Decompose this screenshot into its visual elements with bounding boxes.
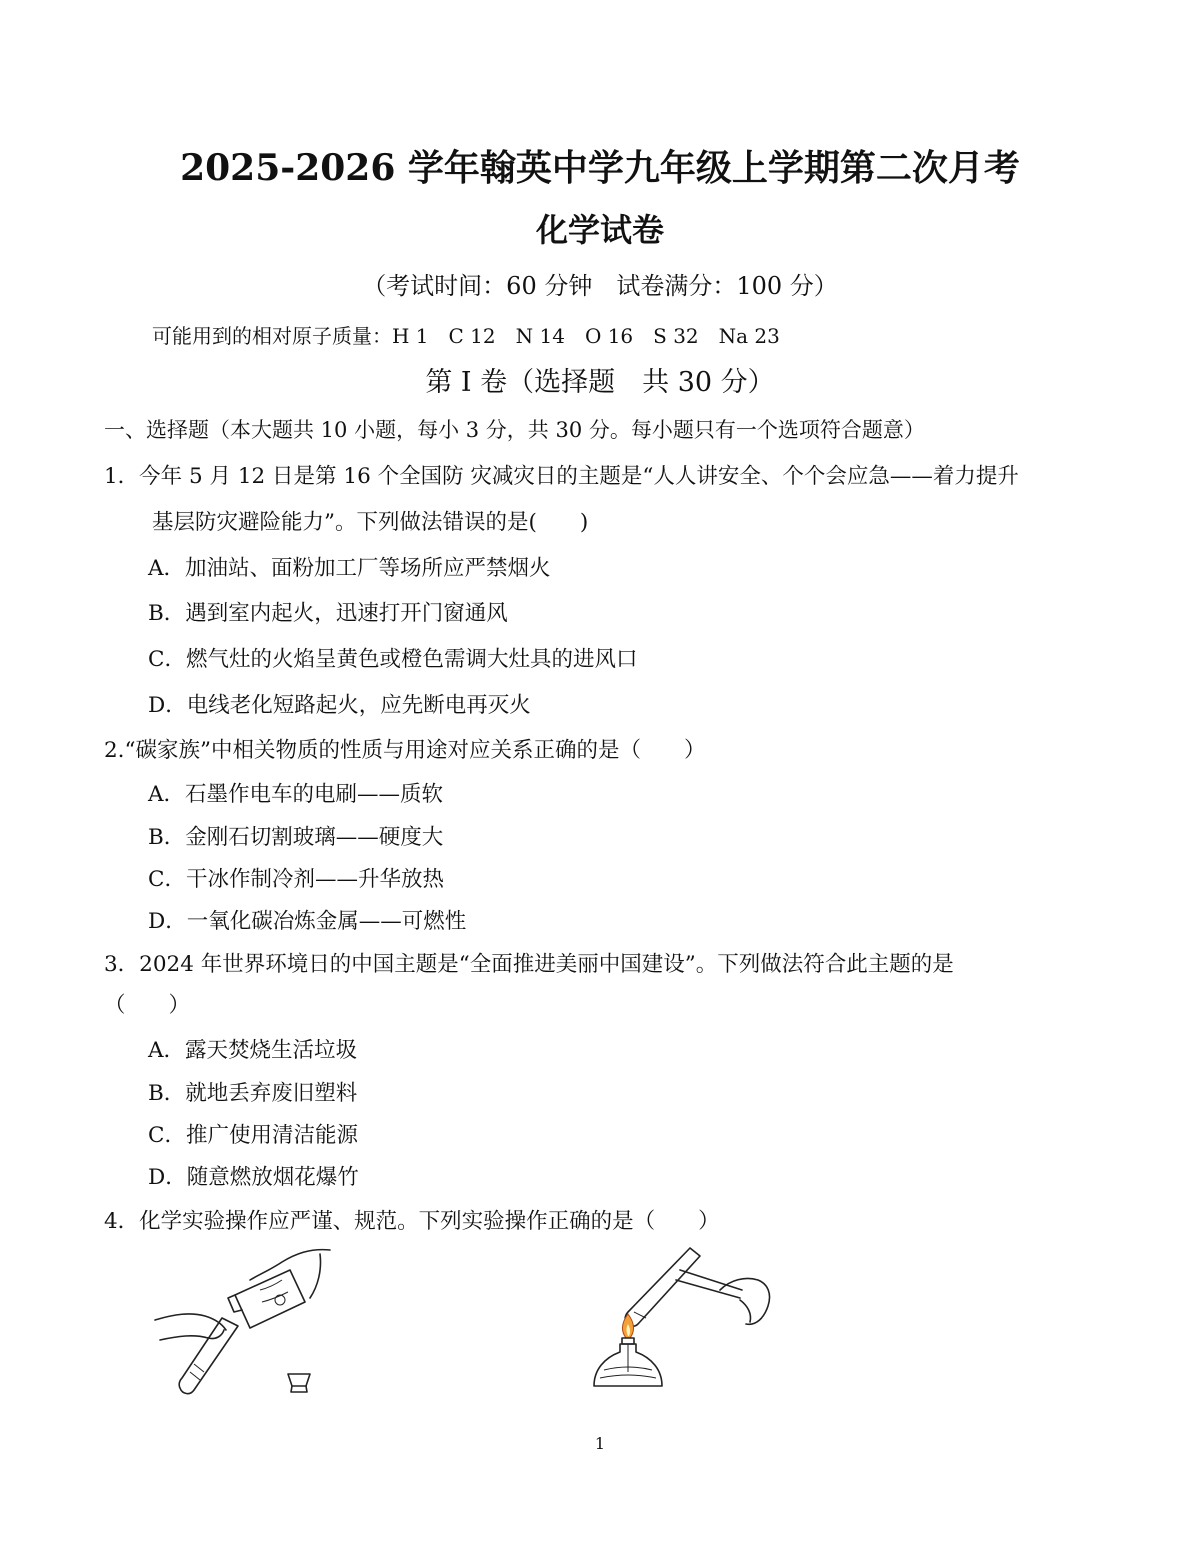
option-d: D．随意燃放烟花爆竹 <box>148 1165 359 1190</box>
option-a: A．加油站、面粉加工厂等场所应严禁烟火 <box>148 556 551 581</box>
pouring-liquid-illustration-icon <box>150 1240 350 1400</box>
part-one-title: 第 I 卷（选择题 共 30 分） <box>425 367 775 398</box>
option-c: C．燃气灶的火焰呈黄色或橙色需调大灶具的进风口 <box>148 647 638 672</box>
option-a: A．露天焚烧生活垃圾 <box>148 1038 358 1063</box>
exam-subtitle: 化学试卷 <box>535 211 664 249</box>
option-b: B．就地丢弃废旧塑料 <box>148 1081 358 1106</box>
section-title: 一、选择题（本大题共 10 小题，每小 3 分，共 30 分。每小题只有一个选项符合题意） <box>104 418 925 442</box>
exam-info: （考试时间：60 分钟 试卷满分：100 分） <box>362 272 838 300</box>
question-stem: 基层防灾避险能力”。下列做法错误的是( ) <box>152 510 589 535</box>
question-stem: （ ） <box>104 993 191 1018</box>
page-number: 1 <box>594 1434 606 1453</box>
question-stem: 3．2024 年世界环境日的中国主题是“全面推进美丽中国建设”。下列做法符合此主题的是 <box>104 952 954 977</box>
option-b: B．金刚石切割玻璃——硬度大 <box>148 825 444 850</box>
exam-title: 2025-2026 学年翰英中学九年级上学期第二次月考 <box>180 147 1020 189</box>
option-d: D．一氧化碳冶炼金属——可燃性 <box>148 909 467 934</box>
question-stem: 2.“碳家族”中相关物质的性质与用途对应关系正确的是（ ） <box>104 738 706 763</box>
atomic-masses: 可能用到的相对原子质量：H 1 C 12 N 14 O 16 S 32 Na 23 <box>152 324 780 348</box>
question-stem: 4．化学实验操作应严谨、规范。下列实验操作正确的是（ ） <box>104 1209 720 1234</box>
option-a: A．石墨作电车的电刷——质软 <box>148 782 444 807</box>
option-c: C．推广使用清洁能源 <box>148 1123 358 1148</box>
question-stem: 1．今年 5 月 12 日是第 16 个全国防 灾减灾日的主题是“人人讲安全、个个会应急——着力提升 <box>104 464 1019 489</box>
option-d: D．电线老化短路起火，应先断电再灭火 <box>148 693 531 718</box>
heating-test-tube-illustration-icon <box>590 1240 780 1400</box>
option-c: C．干冰作制冷剂——升华放热 <box>148 867 444 892</box>
option-b: B．遇到室内起火，迅速打开门窗通风 <box>148 601 508 626</box>
